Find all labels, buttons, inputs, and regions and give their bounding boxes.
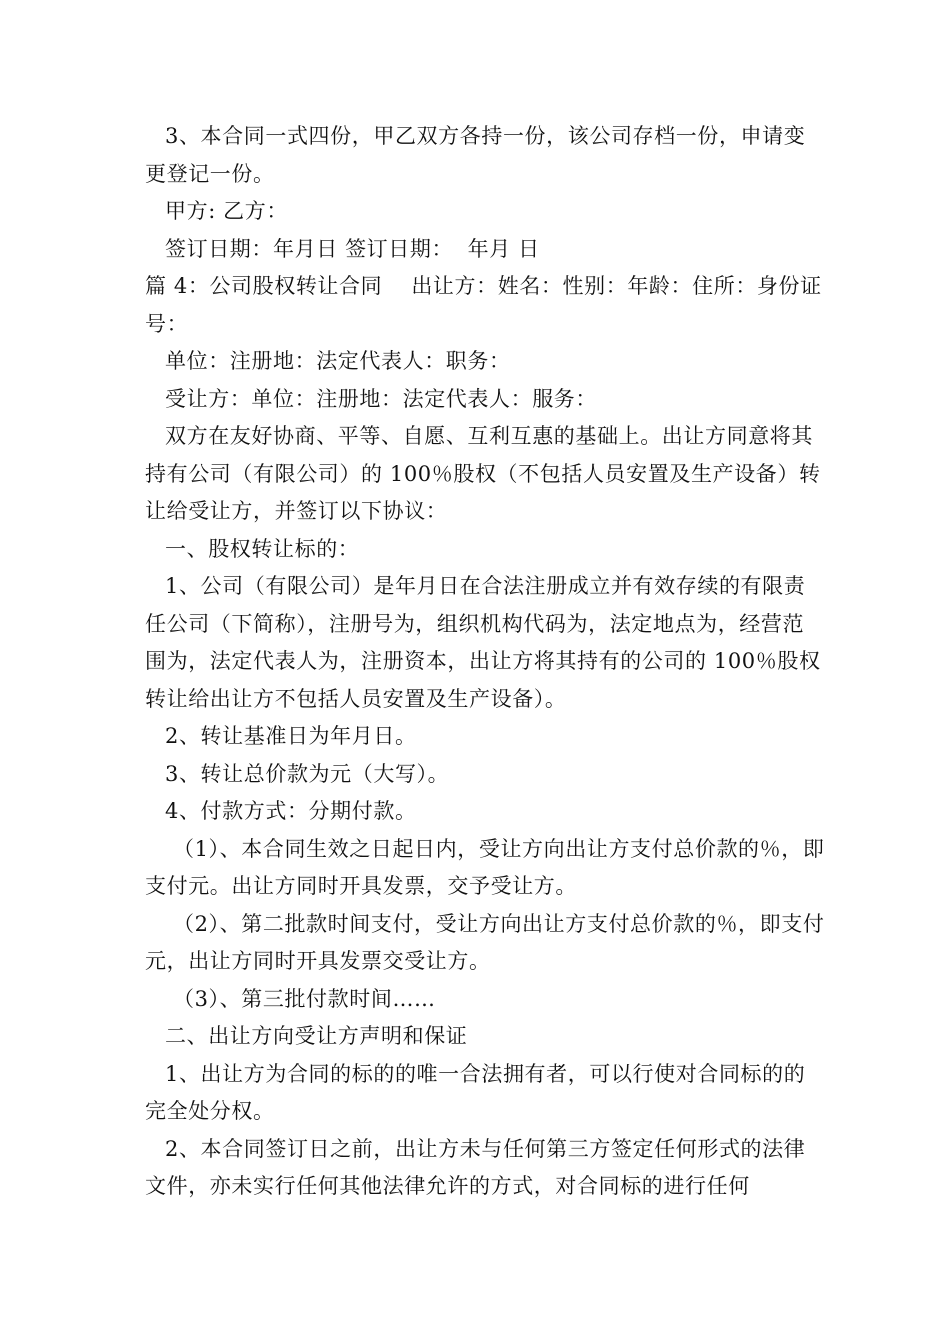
heading-equity-subject: 一、股权转让标的： — [165, 536, 360, 561]
paragraph-clause-1-4: 4、付款方式：分期付款。 — [165, 799, 417, 823]
document-body — [145, 118, 825, 1206]
paragraph-payment-2: （2）、第二批款时间支付，受让方向出让方支付总价款的％，即支付元，出让方同时开具发票交受让方。 — [145, 911, 825, 973]
paragraph-clause-1-2: 2、转让基准日为年月日。 — [165, 724, 417, 748]
paragraph-copies-clause: 3、本合同一式四份，甲乙双方各持一份，该公司存档一份，申请变更登记一份。 — [145, 124, 806, 186]
paragraph-parties-signature: 甲方: 乙方： — [165, 199, 288, 223]
paragraph-clause-1-3: 3、转让总价款为元（大写）。 — [165, 761, 450, 786]
paragraph-section-heading-4: 篇 4：公司股权转让合同 出让方：姓名：性别：年龄：住所：身份证号： — [145, 274, 822, 336]
paragraph-clause-2-1: 1、出让方为合同的标的的唯一合法拥有者，可以行使对合同标的的完全处分权。 — [145, 1061, 806, 1123]
paragraph-clause-2-2: 2、本合同签订日之前，出让方未与任何第三方签定任何形式的法律文件，亦未实行任何其他法律允许的方式，对合同标的进行任何 — [145, 1136, 806, 1198]
paragraph-payment-3: （3）、第三批付款时间…… — [173, 986, 436, 1011]
paragraph-signing-date: 签订日期：年月日 签订日期： 年月 日 — [165, 236, 540, 261]
heading-representations: 二、出让方向受让方声明和保证 — [165, 1024, 468, 1048]
paragraph-payment-1: （1）、本合同生效之日起日内，受让方向出让方支付总价款的％，即支付元。出让方同时开具发票，交予受让方。 — [145, 836, 825, 898]
paragraph-clause-1-1: 1、公司（有限公司）是年月日在合法注册成立并有效存续的有限责任公司（下简称），注册号为，组织机构代码为，法定地点为，经营范围为，法定代表人为，注册资本，出让方将其持有的公司的 100％股权转让给出让方不包括人员安置及生产设备）。 — [145, 574, 821, 711]
paragraph-preamble: 双方在友好协商、平等、自愿、互利互惠的基础上。出让方同意将其持有公司（有限公司）的 100％股权（不包括人员安置及生产设备）转让给受让方，并签订以下协议： — [145, 424, 821, 523]
paragraph-transferee: 受让方：单位：注册地：法定代表人：服务： — [165, 386, 597, 411]
paragraph-transferor-unit: 单位：注册地：法定代表人：职务： — [165, 349, 511, 373]
